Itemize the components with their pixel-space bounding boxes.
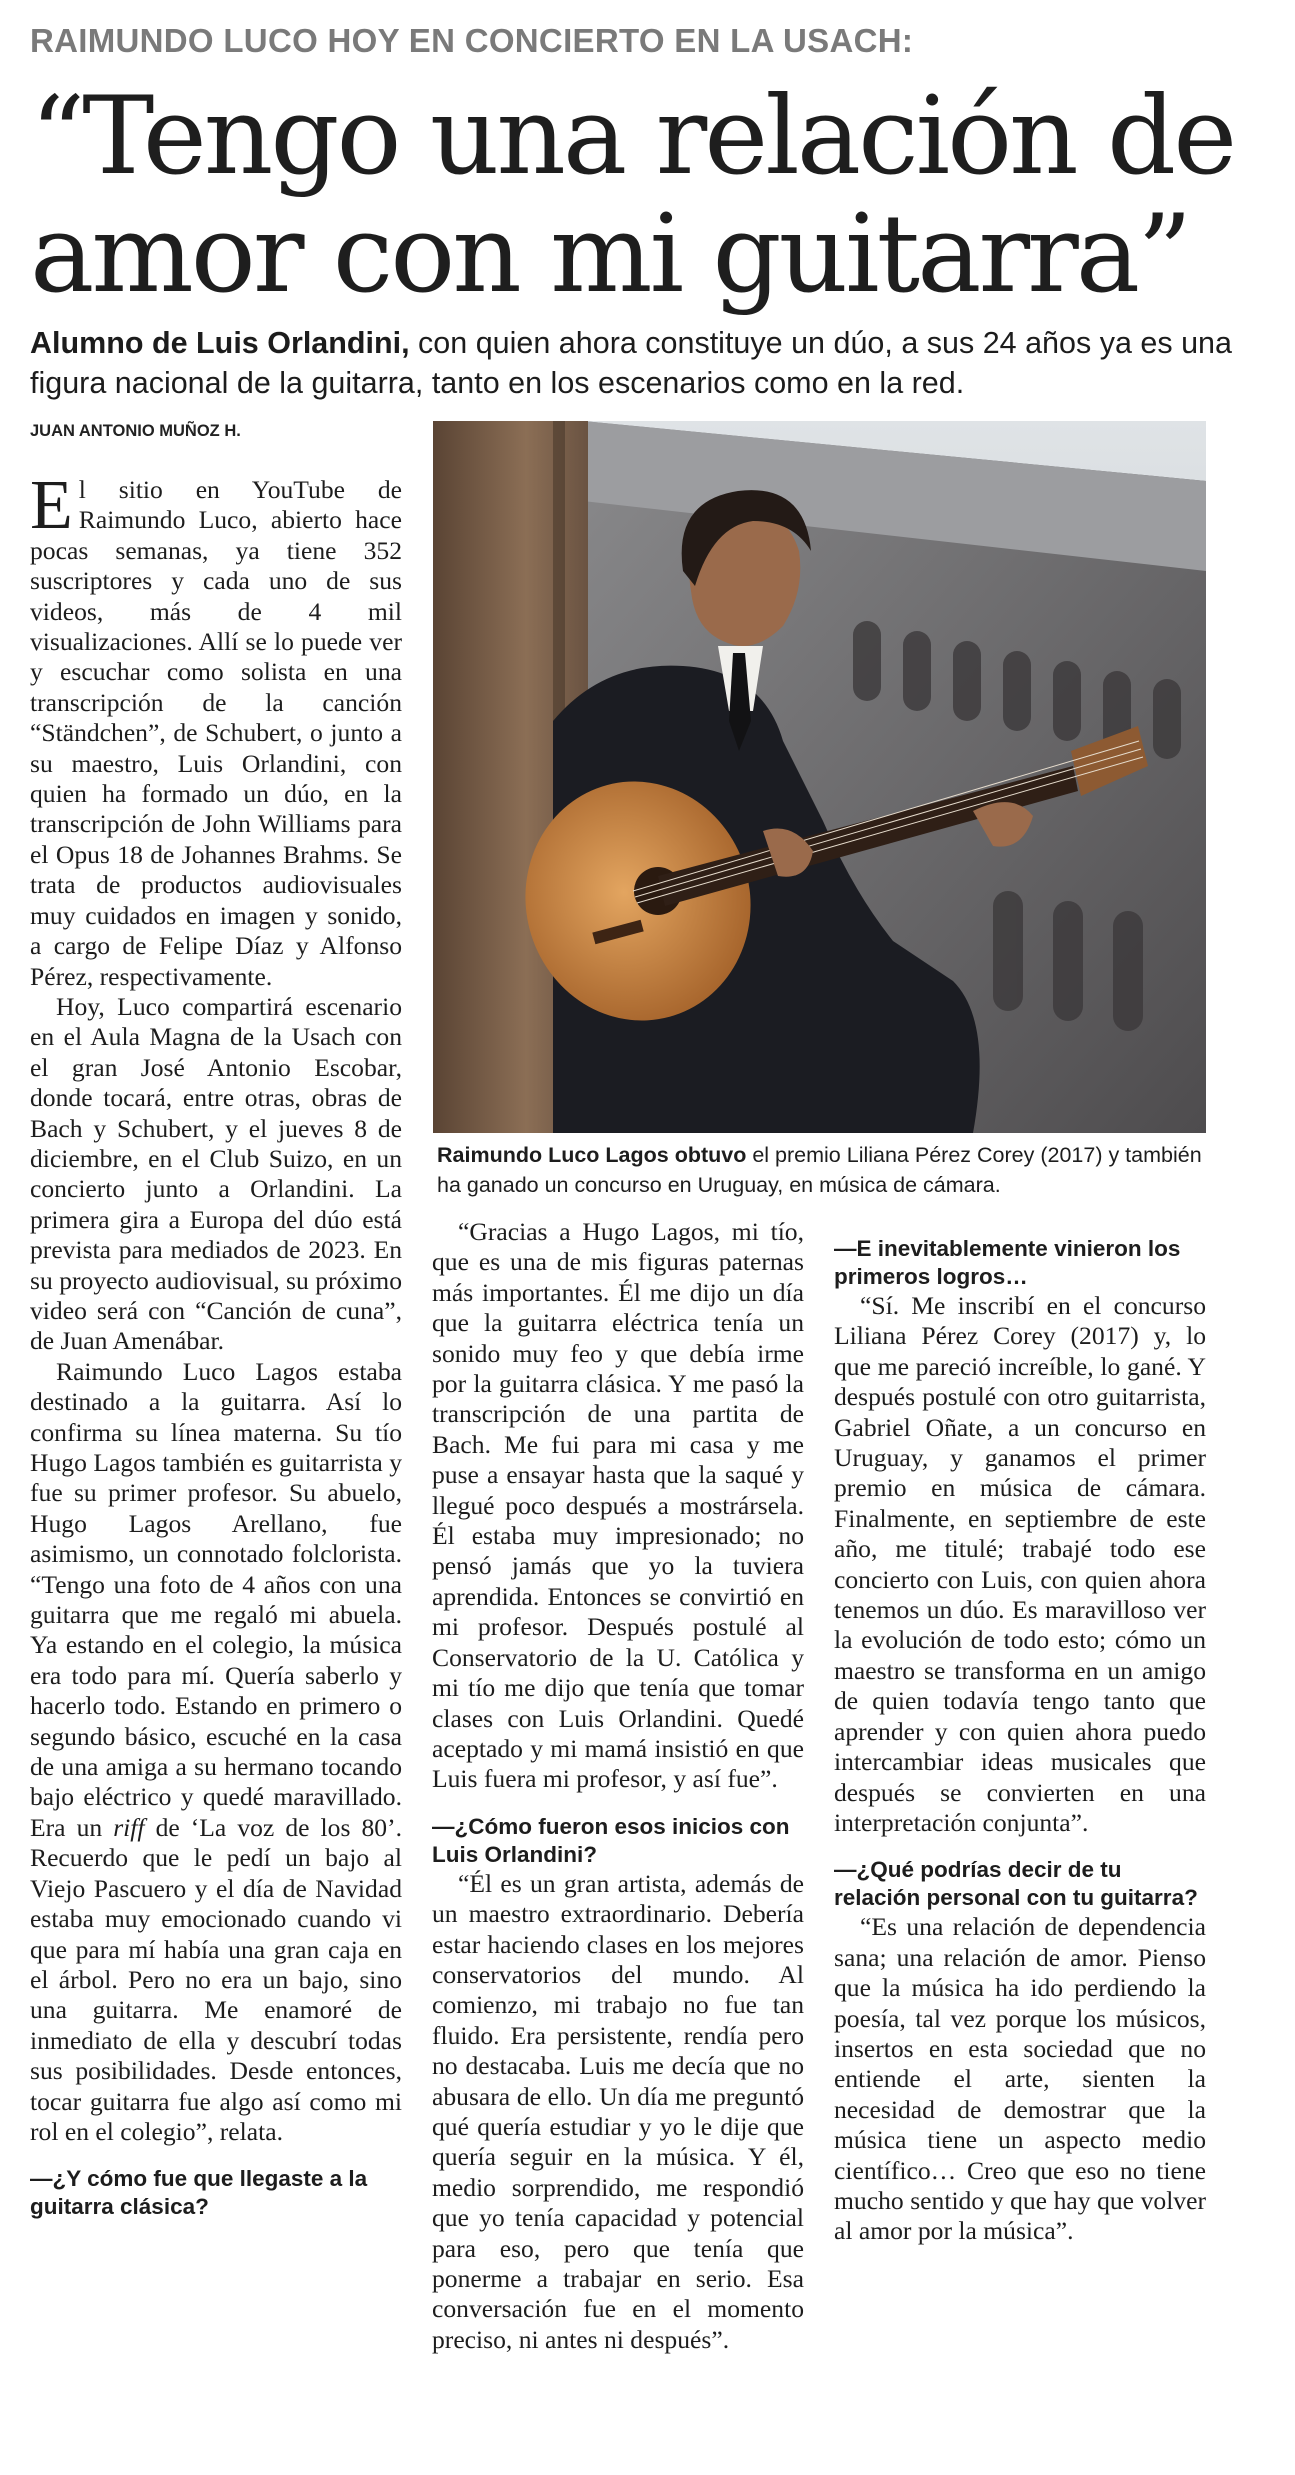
photo-caption [437,1140,1212,1200]
paragraph-3-part-a: Raimundo Luco Lagos estaba destinado a la guitarra. Así lo confirma su línea materna. Su tío Hugo Lagos también es guitarrista y fue su primer profesor. Su abuelo, Hugo Lagos Arellano, fue asimismo, un connotado folclorista. “Tengo una foto de 4 años con una guitarra que me regaló mi abuela. Ya estando en el colegio, la música era todo para mí. Quería saberlo y hacerlo todo. Estando en primero o segundo básico, escuché en la casa de una amiga a su hermano tocando bajo eléctrico y quedé maravillado. Era un [30,1356,402,1842]
question-2: —¿Cómo fueron esos inicios con Luis Orlandini? [432,1813,790,1867]
body-column-3 [834,1217,1206,2247]
byline: JUAN ANTONIO MUÑOZ H. [30,422,241,440]
headline-line-2: amor con mi guitarra” [30,192,1190,317]
deck [30,323,1260,403]
answer-3: “Sí. Me inscribí en el concurso Liliana Pérez Corey (2017) y, lo que me pareció increíble, lo gané. Y después postulé con otro guitarrista, Gabriel Oñate, a un concurso en Uruguay, y ganamos el primer premio en música de cámara. Finalmente, en septiembre de este año, me titulé; trabajé todo ese concierto con Luis, con quien ahora tenemos un dúo. Es maravilloso ver la evolución de todo esto; cómo un maestro se transforma en un amigo de quien todavía tengo tanto que aprender y con quien ahora puedo intercambiar ideas musicales que después se convierten en una interpretación conjunta”. [834,1291,1206,1837]
deck-lead: Alumno de Luis Orlandini, [30,326,410,360]
paragraph-3-italic: riff [113,1812,145,1842]
drop-cap: E [30,467,73,544]
paragraph-3-part-b: de ‘La voz de los 80’. Recuerdo que le pedí un bajo al Viejo Pascuero y el día de Navidad estaba muy emocionado cuando vi que para mí había una gran caja en el árbol. Pero no era un bajo, sino una guitarra. Me enamoré de inmediato de ella y descubrí todas sus posibilidades. Desde entonces, tocar guitarra fue algo así como mi rol en el colegio”, relata. [30,1812,402,2146]
body-column-2 [432,1217,804,2355]
answer-1: “Gracias a Hugo Lagos, mi tío, que es una de mis figuras paternas más importantes. Él me dijo un día que la guitarra eléctrica tenía un sonido muy feo y que debía irme por la guitarra clásica. Y me pasó la transcripción de una partita de Bach. Me fui para mi casa y me puse a ensayar hasta que la saqué y llegué poco después a mostrársela. Él estaba muy impresionado; no pensó jamás que yo la tuviera aprendida. Entonces se convirtió en mi profesor. Después postulé al Conservatorio de la U. Católica y mi tío me dijo que tenía que tomar clases con Luis Orlandini. Quedé aceptado y mi mamá insistió en que Luis fuera mi profesor, y así fue”. [432,1217,804,1794]
question-4: —¿Qué podrías decir de tu relación personal con tu guitarra? [834,1857,1198,1911]
caption-lead: Raimundo Luco Lagos obtuvo [437,1143,747,1167]
answer-2: “Él es un gran artista, además de un maestro extraordinario. Debería estar haciendo clases en los mejores conservatorios del mundo. Al comienzo, mi trabajo no fue tan fluido. Era persistente, rendía pero no destacaba. Luis me decía que no abusara de ello. Un día me preguntó qué quería estudiar y yo le dije que quería seguir en la música. Y él, medio sorprendido, me respondió que yo tenía capacidad y potencial para eso, pero que tenía que ponerme a trabajar en serio. Esa conversación fue en el momento preciso, ni antes ni después”. [432,1868,804,2354]
question-3: —E inevitablemente vinieron los primeros logros… [834,1236,1181,1289]
answer-4: “Es una relación de dependencia sana; una relación de amor. Pienso que la música ha ido perdiendo la poesía, tal vez porque los músicos, insertos en esta sociedad que no entiende el arte, sienten la necesidad de demostrar que la música tiene un aspecto medio científico… Creo que eso no tiene mucho sentido y que hay que volver al amor por la música”. [834,1912,1206,2246]
caption-text: el premio Liliana Pérez Corey (2017) y también ha ganado un concurso en Uruguay, en música de cámara. [437,1143,1202,1197]
deck-text: con quien ahora constituye un dúo, a sus 24 años ya es una figura nacional de la guitarra, tanto en los escenarios como en la red. [30,326,1232,400]
question-1: —¿Y cómo fue que llegaste a la guitarra clásica? [30,2166,368,2220]
kicker: RAIMUNDO LUCO HOY EN CONCIERTO EN LA USACH: [30,22,914,59]
headline-line-1: “Tengo una relación de [30,74,1235,199]
guitarist-photo [433,421,1206,1133]
paragraph-1 [30,467,402,992]
headline [30,74,1270,317]
paragraph-1-text: l sitio en YouTube de Raimundo Luco, abierto hace pocas semanas, ya tiene 352 suscriptores y cada uno de sus videos, más de 4 mil visualizaciones. Allí se lo puede ver y escuchar como solista en una transcripción de la canción “Ständchen”, de Schubert, o junto a su maestro, Luis Orlandini, con quien ha formado un dúo, en la transcripción de John Williams para el Opus 18 de Johannes Brahms. Se trata de productos audiovisuales muy cuidados en imagen y sonido, a cargo de Felipe Díaz y Alfonso Pérez, respectivamente. [30,475,402,991]
body-column-1 [30,467,402,2221]
paragraph-3 [30,1357,402,2148]
paragraph-2: Hoy, Luco compartirá escenario en el Aula Magna de la Usach con el gran José Antonio Escobar, donde tocará, entre otras, obras de Bach y Schubert, y el jueves 8 de diciembre, en el Club Suizo, en un concierto junto a Orlandini. La primera gira a Europa del dúo está prevista para mediados de 2023. En su proyecto audiovisual, su próximo video será con “Canción de cuna”, de Juan Amenábar. [30,991,402,1356]
